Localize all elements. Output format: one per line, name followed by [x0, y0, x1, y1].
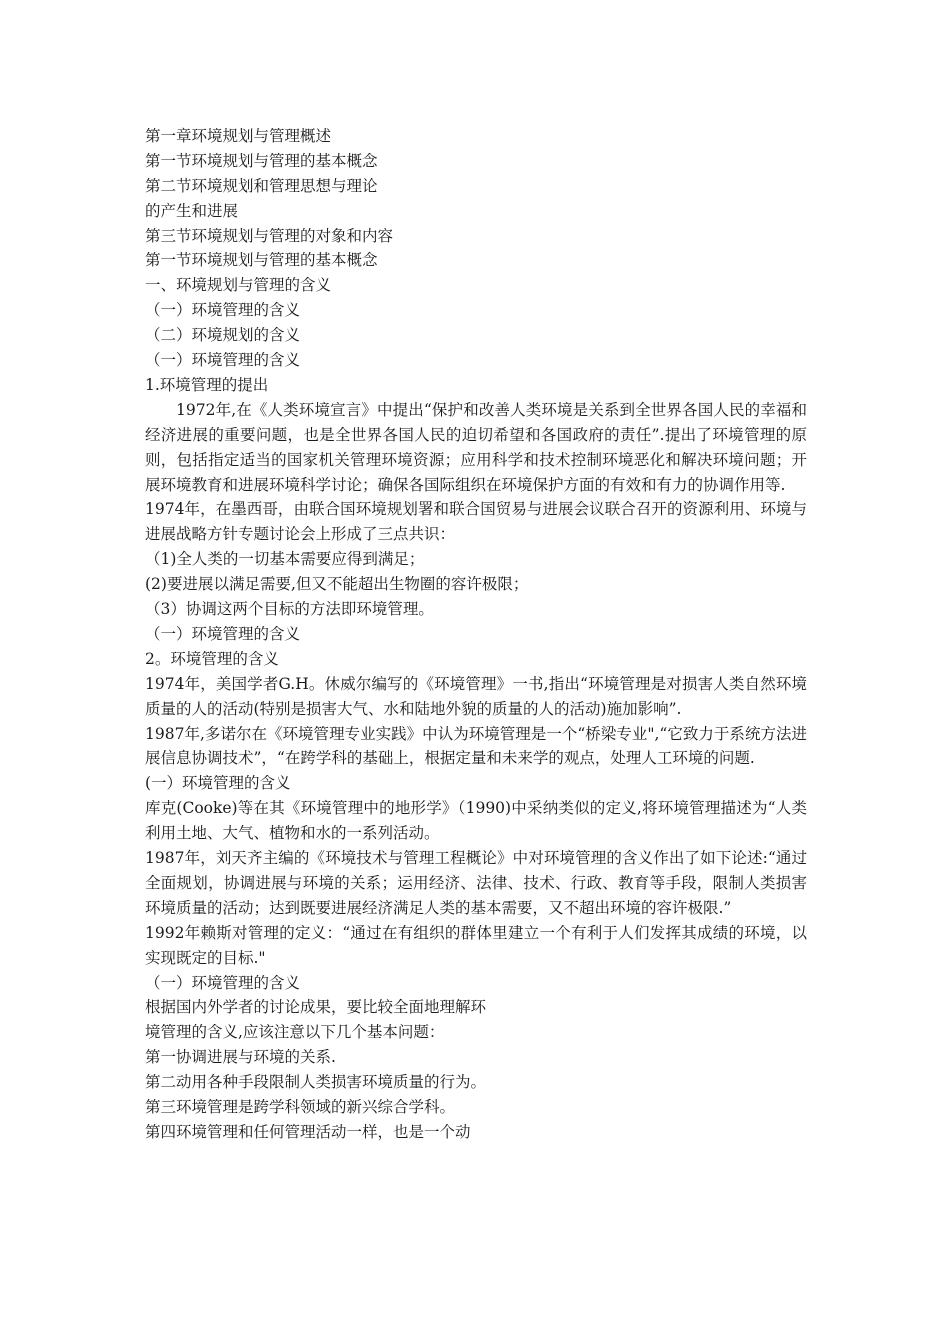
body-line: 境管理的含义,应该注意以下几个基本问题： [145, 1023, 445, 1042]
paragraph-1974-hewell: 1974年，美国学者G.H。休威尔编写的《环境管理》一书,指出“环境管理是对损害人类自然环境质量的人的活动(特别是损害大气、水和陆地外貌的质量的人的活动)施加影响”. [145, 674, 807, 718]
paragraph-1992: 1992年赖斯对管理的定义：“通过在有组织的群体里建立一个有利于人们发挥其成绩的环境，以实现既定的目标." [145, 923, 807, 967]
outline-item: （二）环境规划的含义 [145, 326, 301, 345]
list-point: 第三环境管理是跨学科领域的新兴综合学科。 [145, 1098, 456, 1116]
paragraph-cooke: 库克(Cooke)等在其《环境管理中的地形学》（1990)中采纳类似的定义,将环境管理描述为“人类利用土地、大气、植物和水的一系列活动。 [145, 799, 807, 843]
consensus-item: （3）协调这两个目标的方法即环境管理。 [145, 600, 434, 619]
section-title: 第一节环境规划与管理的基本概念 [145, 251, 378, 270]
outline-item: (一）环境管理的含义 [145, 774, 291, 793]
paragraph-1987-liu: 1987年，刘天齐主编的《环境技术与管理工程概论》中对环境管理的含义作出了如下论述:“通过全面规划，协调进展与环境的关系；运用经济、法律、技术、行政、教育等手段，限制人类损害环境质量的活动；达到既要进展经济满足人类的基本需要，又不超出环境的容许极限.” [145, 849, 807, 917]
paragraph-1974: 1974年，在墨西哥，由联合国环境规划署和联合国贸易与进展会议联合召开的资源利用、环境与进展战略方针专题讨论会上形成了三点共识： [145, 500, 807, 544]
topic-heading: 1.环境管理的提出 [145, 375, 269, 394]
section-title: 第一节环境规划与管理的基本概念 [145, 151, 378, 170]
subsection-title: 一、环境规划与管理的含义 [145, 276, 332, 295]
consensus-item: （1)全人类的一切基本需要应得到满足； [145, 550, 425, 569]
outline-item: （一）环境管理的含义 [145, 973, 301, 992]
document-page [145, 124, 807, 1145]
section-title: 第三节环境规划与管理的对象和内容 [145, 226, 394, 245]
outline-item: （一）环境管理的含义 [145, 624, 301, 643]
paragraph-1987-donor: 1987年,多诺尔在《环境管理专业实践》中认为环境管理是一个“桥梁专业",“它致力于系统方法进展信息协调技术”，“在跨学科的基础上，根据定量和未来学的观点，处理人工环境的问题. [145, 724, 807, 768]
outline-item: （一）环境管理的含义 [145, 301, 301, 320]
consensus-item: (2)要进展以满足需要,但又不能超出生物圈的容许极限； [145, 575, 529, 594]
chapter-title: 第一章环境规划与管理概述 [145, 127, 332, 145]
list-point: 第一协调进展与环境的关系. [145, 1048, 336, 1067]
paragraph-1972: 1972年,在《人类环境宣言》中提出“保护和改善人类环境是关系到全世界各国人民的幸福和经济进展的重要问题，也是全世界各国人民的迫切希望和各国政府的责任”.提出了环境管理的原则，包括指定适当的国家机关管理环境资源；应用科学和技术控制环境恶化和解决环境问题；开展环境教育和进展环境科学讨论；确保各国际组织在环境保护方面的有效和有力的协调作用等. [145, 400, 807, 494]
outline-item: （一）环境管理的含义 [145, 351, 301, 370]
list-point: 第四环境管理和任何管理活动一样，也是一个动 [145, 1122, 471, 1141]
topic-heading: 2。环境管理的含义 [145, 649, 279, 668]
section-title: 第二节环境规划和管理思想与理论 [145, 176, 378, 195]
section-title-continued: 的产生和进展 [145, 201, 239, 220]
list-point: 第二动用各种手段限制人类损害环境质量的行为。 [145, 1073, 487, 1092]
body-line: 根据国内外学者的讨论成果，要比较全面地理解环 [145, 998, 487, 1017]
